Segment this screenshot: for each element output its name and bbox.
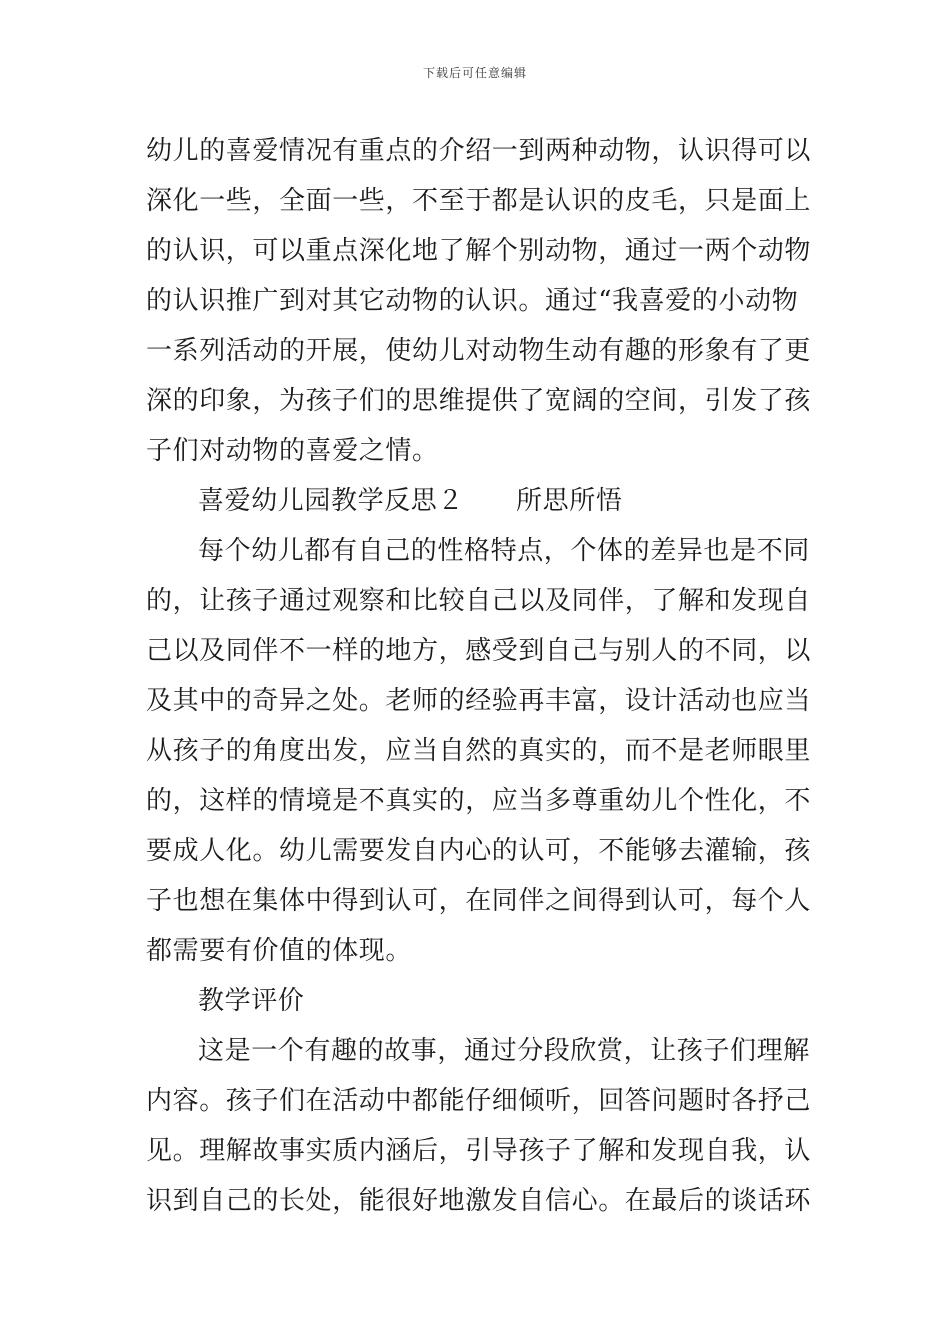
paragraph-line: 的认识推广到对其它动物的认识。通过“我喜爱的小动物 (146, 286, 799, 316)
section-title: 喜爱幼儿园教学反思２ (198, 486, 465, 516)
paragraph-line: 这是一个有趣的故事，通过分段欣赏，让孩子们理解 (198, 1036, 810, 1066)
paragraph-line: 从孩子的角度出发，应当自然的真实的，而不是老师眼里 (146, 736, 812, 766)
paragraph-line: 都需要有价值的体现。 (146, 936, 413, 966)
paragraph-line: 的，让孩子通过观察和比较自己以及同伴，了解和发现自 (146, 586, 812, 616)
paragraph-line: 及其中的奇异之处。老师的经验再丰富，设计活动也应当 (146, 686, 812, 716)
paragraph-line: 子们对动物的喜爱之情。 (146, 436, 439, 466)
paragraph-line: 一系列活动的开展，使幼儿对动物生动有趣的形象有了更 (146, 336, 812, 366)
paragraph-line: 深化一些，全面一些，不至于都是认识的皮毛，只是面上 (146, 186, 812, 216)
paragraph-line: 子也想在集体中得到认可，在同伴之间得到认可，每个人 (146, 886, 812, 916)
paragraph-line: 每个幼儿都有自己的性格特点，个体的差异也是不同 (198, 536, 810, 566)
paragraph-line: 己以及同伴不一样的地方，感受到自己与别人的不同，以 (146, 636, 812, 666)
paragraph-line: 见。理解故事实质内涵后，引导孩子了解和发现自我，认 (146, 1136, 812, 1166)
paragraph-line: 内容。孩子们在活动中都能仔细倾听，回答问题时各抒己 (146, 1086, 812, 1116)
header-note: 下载后可任意编辑 (422, 66, 527, 80)
document-body (146, 126, 812, 1226)
section-heading: 教学评价 (198, 986, 305, 1016)
section-subtitle: 所思所悟 (516, 486, 623, 516)
paragraph-line: 识到自己的长处，能很好地激发自信心。在最后的谈话环 (146, 1186, 812, 1216)
paragraph-line: 深的印象，为孩子们的思维提供了宽阔的空间，引发了孩 (146, 386, 812, 416)
section-heading (146, 476, 808, 526)
paragraph-line: 的，这样的情境是不真实的，应当多尊重幼儿个性化，不 (146, 786, 812, 816)
paragraph-line: 要成人化。幼儿需要发自内心的认可，不能够去灌输，孩 (146, 836, 812, 866)
paragraph-line: 的认识，可以重点深化地了解个别动物，通过一两个动物 (146, 236, 812, 266)
paragraph-line: 幼儿的喜爱情况有重点的介绍一到两种动物，认识得可以 (146, 136, 812, 166)
